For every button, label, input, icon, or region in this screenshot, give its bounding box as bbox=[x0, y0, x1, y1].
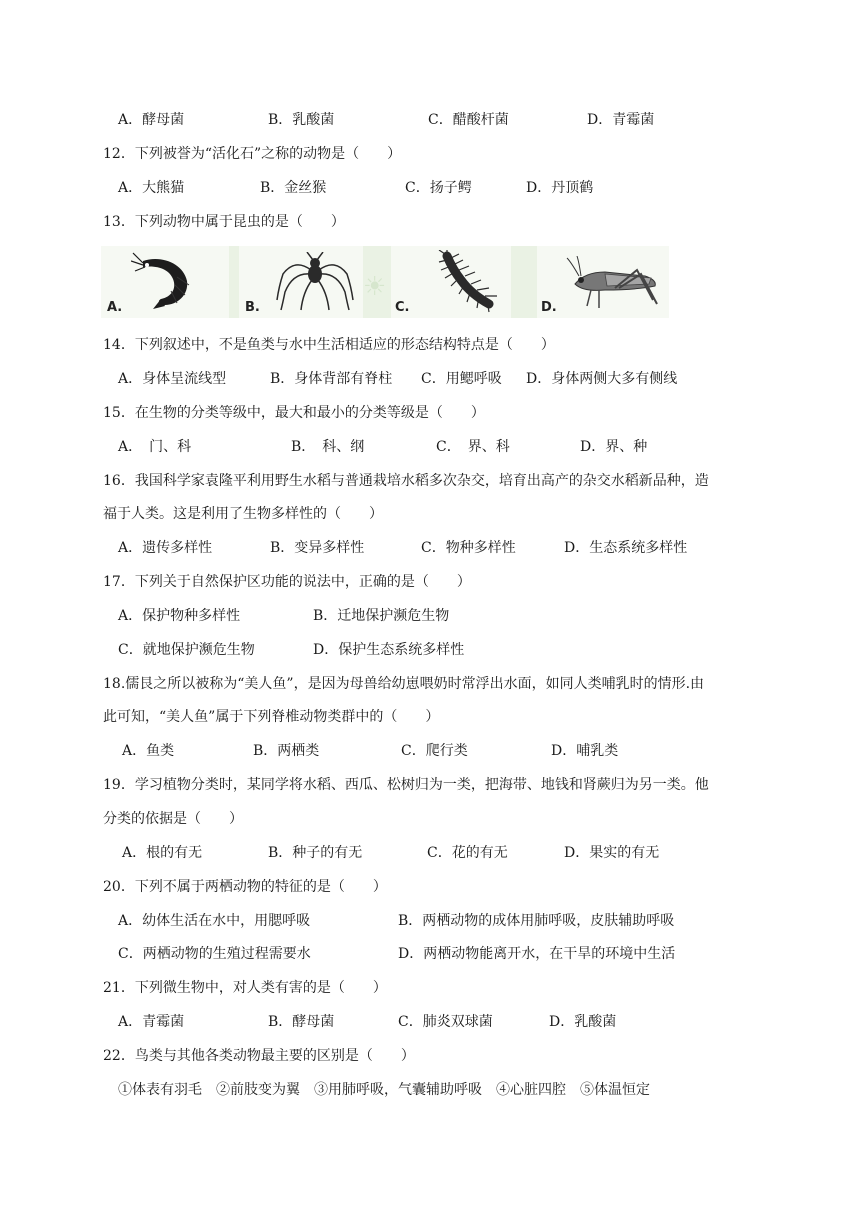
q15-option-c: C． 界、科 bbox=[436, 439, 510, 455]
q11-option-d: D．青霉菌 bbox=[587, 112, 655, 128]
q17-option-d: D．保护生态系统多样性 bbox=[313, 642, 465, 658]
spider-icon bbox=[275, 252, 355, 314]
q12-option-b: B．金丝猴 bbox=[260, 180, 327, 196]
q14-option-a: A．身体呈流线型 bbox=[118, 371, 227, 387]
q19-stem-line2: 分类的依据是（ ） bbox=[103, 811, 243, 827]
q13-option-d-image bbox=[537, 246, 669, 318]
q20-option-a: A．幼体生活在水中，用腮呼吸 bbox=[118, 913, 311, 929]
q21-option-c: C．肺炎双球菌 bbox=[398, 1014, 493, 1030]
q18-option-c: C．爬行类 bbox=[401, 743, 468, 759]
q11-option-b: B．乳酸菌 bbox=[268, 112, 335, 128]
q20-option-c: C．两栖动物的生殖过程需要水 bbox=[118, 946, 311, 962]
q16-option-d: D．生态系统多样性 bbox=[564, 540, 688, 556]
q12-option-c: C．扬子鳄 bbox=[405, 180, 472, 196]
q15-option-d: D．界、种 bbox=[580, 439, 648, 455]
q21-option-a: A．青霉菌 bbox=[118, 1014, 185, 1030]
q13-option-c-image bbox=[391, 246, 511, 318]
q12-stem: 12．下列被誉为“活化石”之称的动物是（ ） bbox=[103, 146, 402, 162]
q17-option-b: B．迁地保护濒危生物 bbox=[313, 608, 450, 624]
q11-option-a: A．酵母菌 bbox=[118, 112, 185, 128]
q13-stem: 13．下列动物中属于昆虫的是（ ） bbox=[103, 214, 345, 230]
q13-option-b-image bbox=[239, 246, 363, 318]
q15-option-a: A． 门、科 bbox=[118, 439, 192, 455]
centipede-icon bbox=[433, 250, 503, 314]
q18-stem-line2: 此可知，“美人鱼”属于下列脊椎动物类群中的（ ） bbox=[103, 709, 440, 725]
grasshopper-icon bbox=[565, 256, 665, 312]
q17-stem: 17．下列关于自然保护区功能的说法中，正确的是（ ） bbox=[103, 574, 471, 590]
q20-stem: 20．下列不属于两栖动物的特征的是（ ） bbox=[103, 879, 387, 895]
q13-image-options bbox=[101, 246, 669, 318]
q16-stem-line2: 福于人类。这是利用了生物多样性的（ ） bbox=[103, 506, 383, 522]
q13-label-d: D. bbox=[541, 300, 557, 315]
q19-option-b: B．种子的有无 bbox=[268, 845, 363, 861]
q13-label-a: A. bbox=[107, 300, 123, 315]
q19-option-d: D．果实的有无 bbox=[564, 845, 660, 861]
q12-option-a: A．大熊猫 bbox=[118, 180, 185, 196]
q16-option-b: B．变异多样性 bbox=[270, 540, 365, 556]
q21-option-b: B．酵母菌 bbox=[268, 1014, 335, 1030]
q14-option-d: D．身体两侧大多有侧线 bbox=[526, 371, 678, 387]
q11-option-c: C．醋酸杆菌 bbox=[428, 112, 509, 128]
q15-option-b: B． 科、纲 bbox=[291, 439, 365, 455]
q21-stem: 21．下列微生物中，对人类有害的是（ ） bbox=[103, 980, 387, 996]
watermark-logo: ☀ bbox=[363, 272, 387, 302]
q14-stem: 14．下列叙述中，不是鱼类与水中生活相适应的形态结构特点是（ ） bbox=[103, 337, 555, 353]
q17-option-c: C．就地保护濒危生物 bbox=[118, 642, 255, 658]
q22-stem: 22．鸟类与其他各类动物最主要的区别是（ ） bbox=[103, 1048, 415, 1064]
q16-option-a: A．遗传多样性 bbox=[118, 540, 213, 556]
q18-stem-line1: 18.儒艮之所以被称为“美人鱼”，是因为母兽给幼崽喂奶时常浮出水面，如同人类哺乳时的情形.由 bbox=[103, 676, 705, 692]
q19-option-a: A．根的有无 bbox=[122, 845, 203, 861]
q20-option-d: D．两栖动物能离开水，在干旱的环境中生活 bbox=[398, 946, 676, 962]
shrimp-icon bbox=[131, 251, 201, 313]
q20-option-b: B．两栖动物的成体用肺呼吸，皮肤辅助呼吸 bbox=[398, 913, 675, 929]
q18-option-d: D．哺乳类 bbox=[551, 743, 619, 759]
q12-option-d: D．丹顶鹤 bbox=[526, 180, 594, 196]
q16-stem-line1: 16．我国科学家袁隆平利用野生水稻与普通栽培水稻多次杂交，培育出高产的杂交水稻新品种，造 bbox=[103, 473, 709, 489]
q19-option-c: C．花的有无 bbox=[427, 845, 508, 861]
q17-option-a: A．保护物种多样性 bbox=[118, 608, 241, 624]
q18-option-b: B．两栖类 bbox=[253, 743, 320, 759]
q14-option-c: C．用鳃呼吸 bbox=[421, 371, 502, 387]
q15-stem: 15．在生物的分类等级中，最大和最小的分类等级是（ ） bbox=[103, 405, 485, 421]
q13-label-c: C. bbox=[395, 300, 410, 315]
q21-option-d: D．乳酸菌 bbox=[549, 1014, 617, 1030]
q13-option-a-image bbox=[101, 246, 229, 318]
q13-label-b: B. bbox=[245, 300, 260, 315]
q16-option-c: C．物种多样性 bbox=[421, 540, 516, 556]
q19-stem-line1: 19．学习植物分类时，某同学将水稻、西瓜、松树归为一类，把海带、地钱和肾蕨归为另一类。他 bbox=[103, 777, 709, 793]
q22-choices: ①体表有羽毛 ②前肢变为翼 ③用肺呼吸，气囊辅助呼吸 ④心脏四腔 ⑤体温恒定 bbox=[118, 1082, 650, 1098]
q18-option-a: A．鱼类 bbox=[122, 743, 175, 759]
q14-option-b: B．身体背部有脊柱 bbox=[270, 371, 393, 387]
